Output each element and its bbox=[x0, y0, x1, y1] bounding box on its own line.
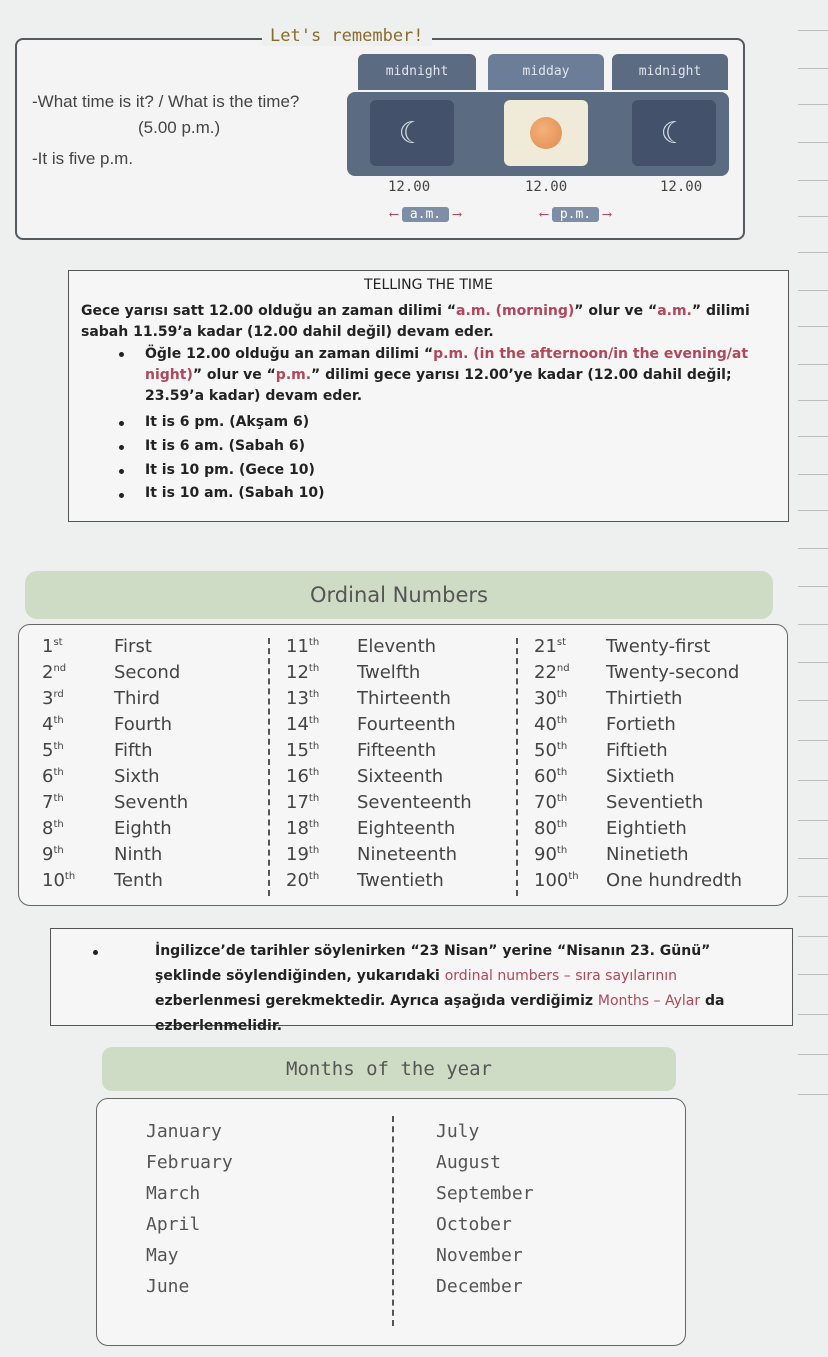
ordinal-word: Fifteenth bbox=[357, 740, 437, 761]
bullet bbox=[119, 469, 124, 474]
ordinal-word: Third bbox=[114, 688, 160, 709]
ordinal-word: Fortieth bbox=[606, 714, 676, 735]
ordinal-number: 11th bbox=[286, 636, 320, 657]
month-item: January bbox=[146, 1121, 222, 1142]
ordinal-numbers-title: Ordinal Numbers bbox=[25, 571, 773, 619]
pm-arrow: ⟵ p.m. ⟶ bbox=[540, 207, 611, 222]
bullet bbox=[119, 421, 124, 426]
example-2: It is 6 am. (Sabah 6) bbox=[145, 438, 306, 454]
ordinal-number: 3rd bbox=[42, 688, 64, 709]
ordinal-word: Thirtieth bbox=[606, 688, 683, 709]
telling-time-title: TELLING THE TIME bbox=[364, 277, 493, 293]
month-item: November bbox=[436, 1245, 523, 1266]
bullet bbox=[119, 493, 124, 498]
tab-midnight-1: midnight bbox=[358, 54, 476, 90]
ordinal-word: Eighteenth bbox=[357, 818, 456, 839]
ordinal-word: Sixth bbox=[114, 766, 160, 787]
ordinal-word: Fiftieth bbox=[606, 740, 668, 761]
tab-midnight-2: midnight bbox=[612, 54, 728, 90]
pm-label: p.m. bbox=[552, 207, 599, 222]
bullet bbox=[119, 352, 124, 357]
ordinal-number: 4th bbox=[42, 714, 64, 735]
ordinal-number: 6th bbox=[42, 766, 64, 787]
month-item: October bbox=[436, 1214, 512, 1235]
pm-explanation: Öğle 12.00 olduğu an zaman dilimi “p.m. (in the afternoon/in the evening/at night)” olur ve “p.m.” dilimi gece yarısı 12.00’ye kadar (12.00 dahil değil; 23.59’a kadar) devam eder. bbox=[145, 346, 749, 404]
answer-text: -It is five p.m. bbox=[32, 149, 134, 168]
ordinal-number: 60th bbox=[534, 766, 568, 787]
tab-midday: midday bbox=[488, 54, 604, 90]
am-label: a.m. bbox=[402, 207, 449, 222]
bullet bbox=[119, 445, 124, 450]
ordinal-number: 50th bbox=[534, 740, 568, 761]
time-label-1: 12.00 bbox=[388, 179, 431, 195]
ordinal-word: Twenty-second bbox=[606, 662, 740, 683]
ordinal-number: 7th bbox=[42, 792, 64, 813]
ordinal-word: Twentieth bbox=[357, 870, 444, 891]
ordinal-word: Seventeenth bbox=[357, 792, 472, 813]
month-item: September bbox=[436, 1183, 534, 1204]
month-item: February bbox=[146, 1152, 233, 1173]
ordinal-number: 80th bbox=[534, 818, 568, 839]
month-item: May bbox=[146, 1245, 179, 1266]
ordinal-number: 16th bbox=[286, 766, 320, 787]
month-item: December bbox=[436, 1276, 523, 1297]
months-title: Months of the year bbox=[102, 1047, 676, 1091]
lets-remember-title: Let's remember! bbox=[262, 26, 432, 46]
ordinal-number: 90th bbox=[534, 844, 568, 865]
ordinal-number: 70th bbox=[534, 792, 568, 813]
ordinal-word: Thirteenth bbox=[357, 688, 451, 709]
ordinal-number: 14th bbox=[286, 714, 320, 735]
month-item: July bbox=[436, 1121, 480, 1142]
ordinal-number: 5th bbox=[42, 740, 64, 761]
example-1: It is 6 pm. (Akşam 6) bbox=[145, 414, 310, 430]
ordinal-number: 19th bbox=[286, 844, 320, 865]
am-arrow: ⟵ a.m. ⟶ bbox=[390, 207, 461, 222]
ordinal-word: Tenth bbox=[114, 870, 163, 891]
column-divider bbox=[516, 638, 518, 896]
ordinal-word: Eleventh bbox=[357, 636, 437, 657]
ordinal-number: 2nd bbox=[42, 662, 67, 683]
ordinal-number: 12th bbox=[286, 662, 320, 683]
ordinal-number: 9th bbox=[42, 844, 64, 865]
ordinal-word: Fourteenth bbox=[357, 714, 456, 735]
month-item: March bbox=[146, 1183, 201, 1204]
bullet bbox=[93, 950, 98, 955]
notebook-margin-lines bbox=[788, 0, 828, 1357]
ordinal-number: 13th bbox=[286, 688, 320, 709]
ordinal-number: 18th bbox=[286, 818, 320, 839]
ordinal-word: Nineteenth bbox=[357, 844, 458, 865]
month-item: June bbox=[146, 1276, 190, 1297]
ordinal-number: 21st bbox=[534, 636, 567, 657]
ordinal-number: 40th bbox=[534, 714, 568, 735]
time-label-2: 12.00 bbox=[525, 179, 568, 195]
ordinal-word: Eightieth bbox=[606, 818, 687, 839]
ordinal-number: 22nd bbox=[534, 662, 570, 683]
am-explanation: Gece yarısı satt 12.00 olduğu an zaman dilimi “a.m. (morning)” olur ve “a.m.” dilimi sabah 11.59’a kadar (12.00 dahil değil) devam eder. bbox=[81, 303, 750, 340]
question-text: -What time is it? / What is the time? bbox=[32, 92, 300, 111]
telling-time-box bbox=[68, 270, 789, 522]
ordinal-word: Ninth bbox=[114, 844, 163, 865]
ordinal-word: Sixtieth bbox=[606, 766, 675, 787]
ordinal-word: First bbox=[114, 636, 152, 657]
example-4: It is 10 am. (Sabah 10) bbox=[145, 485, 325, 501]
note-text: İngilizce’de tarihler söylenirken “23 Nisan” yerine “Nisanın 23. Günü” şeklinde söylendiğinden, yukarıdaki ordinal numbers – sıra sayılarının ezberlenmesi gerekmektedir. Ayrıca aşağıda verdiğimiz Months – Aylar da ezberlenmelidir. bbox=[155, 943, 725, 1034]
ordinal-word: Second bbox=[114, 662, 181, 683]
ordinal-word: Sixteenth bbox=[357, 766, 444, 787]
ordinal-word: Ninetieth bbox=[606, 844, 689, 865]
ordinal-number: 17th bbox=[286, 792, 320, 813]
ordinal-number: 30th bbox=[534, 688, 568, 709]
ordinal-word: Seventieth bbox=[606, 792, 704, 813]
note-box bbox=[50, 928, 793, 1034]
ordinal-word: Fourth bbox=[114, 714, 172, 735]
column-divider bbox=[392, 1116, 394, 1326]
ordinal-word: Seventh bbox=[114, 792, 189, 813]
crescent-moon-icon: ☾ bbox=[370, 100, 454, 166]
ordinal-number: 10th bbox=[42, 870, 76, 891]
month-item: August bbox=[436, 1152, 502, 1173]
ordinal-word: One hundredth bbox=[606, 870, 742, 891]
ordinal-number: 20th bbox=[286, 870, 320, 891]
column-divider bbox=[268, 638, 270, 896]
month-item: April bbox=[146, 1214, 201, 1235]
time-label-3: 12.00 bbox=[660, 179, 703, 195]
ordinal-word: Eighth bbox=[114, 818, 172, 839]
crescent-moon-icon: ☾ bbox=[632, 100, 716, 166]
example-time: (5.00 p.m.) bbox=[138, 118, 221, 137]
ordinal-word: Twelfth bbox=[357, 662, 421, 683]
ordinal-number: 100th bbox=[534, 870, 579, 891]
example-3: It is 10 pm. (Gece 10) bbox=[145, 462, 315, 478]
ordinal-word: Fifth bbox=[114, 740, 153, 761]
ordinal-number: 15th bbox=[286, 740, 320, 761]
ordinal-number: 1st bbox=[42, 636, 63, 657]
ordinal-word: Twenty-first bbox=[606, 636, 711, 657]
sun-icon bbox=[504, 100, 588, 166]
ordinal-number: 8th bbox=[42, 818, 64, 839]
